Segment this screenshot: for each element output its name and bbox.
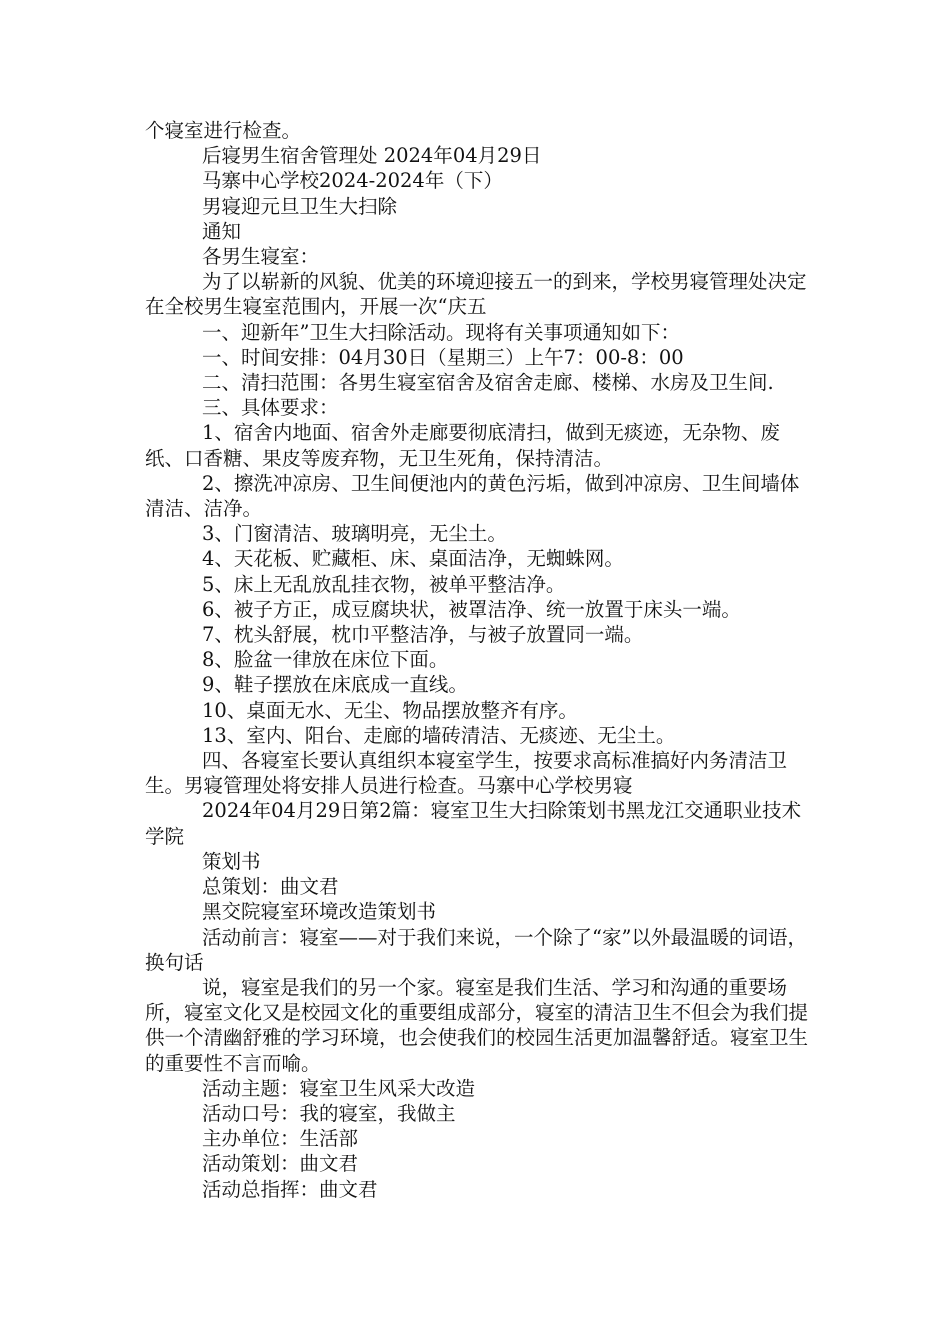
paragraph: 活动前言：寝室——对于我们来说，一个除了“家”以外最温暖的词语，换句话 bbox=[145, 925, 807, 974]
paragraph: 活动总指挥：曲文君 bbox=[202, 1177, 378, 1201]
document-body bbox=[145, 118, 810, 1202]
paragraph: 主办单位：生活部 bbox=[202, 1127, 359, 1151]
paragraph: 策划书 bbox=[202, 849, 261, 873]
paragraph: 3、门窗清洁、玻璃明亮，无尘土。 bbox=[202, 522, 507, 546]
paragraph: 马寨中心学校2024-2024年（下） bbox=[202, 169, 503, 193]
paragraph: 黑交院寝室环境改造策划书 bbox=[202, 900, 437, 924]
paragraph: 一、时间安排：04月30日（星期三）上午7：00-8：00 bbox=[202, 345, 684, 369]
paragraph: 三、具体要求： bbox=[202, 396, 339, 420]
paragraph: 活动主题：寝室卫生风采大改造 bbox=[202, 1076, 476, 1100]
paragraph: 男寝迎元旦卫生大扫除 bbox=[202, 194, 398, 218]
paragraph: 6、被子方正，成豆腐块状，被罩洁净、统一放置于床头一端。 bbox=[202, 597, 741, 621]
paragraph: 各男生寝室： bbox=[202, 245, 320, 269]
paragraph: 2、擦洗冲凉房、卫生间便池内的黄色污垢，做到冲凉房、卫生间墙体清洁、洁净。 bbox=[145, 471, 800, 521]
paragraph: 13、室内、阳台、走廊的墙砖清洁、无痰迹、无尘土。 bbox=[202, 723, 676, 747]
paragraph: 总策划：曲文君 bbox=[202, 875, 339, 899]
paragraph: 1、宿舍内地面、宿舍外走廊要彻底清扫，做到无痰迹，无杂物、废纸、口香糖、果皮等废弃物，无卫生死角，保持清洁。 bbox=[145, 421, 780, 470]
paragraph: 四、各寝室长要认真组织本寝室学生，按要求高标准搞好内务清洁卫生。男寝管理处将安排人员进行检查。马寨中心学校男寝 bbox=[145, 749, 788, 798]
paragraph: 为了以崭新的风貌、优美的环境迎接五一的到来，学校男寝管理处决定在全校男生寝室范围内，开展一次“庆五 bbox=[145, 270, 807, 319]
paragraph: 9、鞋子摆放在床底成一直线。 bbox=[202, 673, 468, 697]
paragraph: 后寝男生宿舍管理处 2024年04月29日 bbox=[202, 144, 542, 168]
paragraph: 2024年04月29日第2篇：寝室卫生大扫除策划书黑龙江交通职业技术学院 bbox=[145, 799, 802, 848]
paragraph: 二、清扫范围：各男生寝室宿舍及宿舍走廊、楼梯、水房及卫生间. bbox=[202, 371, 774, 395]
paragraph: 说，寝室是我们的另一个家。寝室是我们生活、学习和沟通的重要场所，寝室文化又是校园文化的重要组成部分，寝室的清洁卫生不但会为我们提供一个清幽舒雅的学习环境，也会使我们的校园生活更加温馨舒适。寝室卫生的重要性不言而喻。 bbox=[145, 975, 809, 1075]
paragraph: 5、床上无乱放乱挂衣物，被单平整洁净。 bbox=[202, 572, 566, 596]
paragraph: 10、桌面无水、无尘、物品摆放整齐有序。 bbox=[202, 698, 578, 722]
paragraph: 活动口号：我的寝室，我做主 bbox=[202, 1101, 456, 1125]
paragraph: 4、天花板、贮藏柜、床、桌面洁净，无蜘蛛网。 bbox=[202, 547, 624, 571]
paragraph: 一、迎新年”卫生大扫除活动。现将有关事项通知如下： bbox=[202, 320, 680, 344]
paragraph: 活动策划：曲文君 bbox=[202, 1152, 359, 1176]
paragraph: 个寝室进行检查。 bbox=[145, 119, 302, 142]
paragraph: 7、枕头舒展，枕巾平整洁净，与被子放置同一端。 bbox=[202, 623, 644, 647]
paragraph: 通知 bbox=[202, 219, 242, 243]
paragraph: 8、脸盆一律放在床位下面。 bbox=[202, 648, 449, 672]
